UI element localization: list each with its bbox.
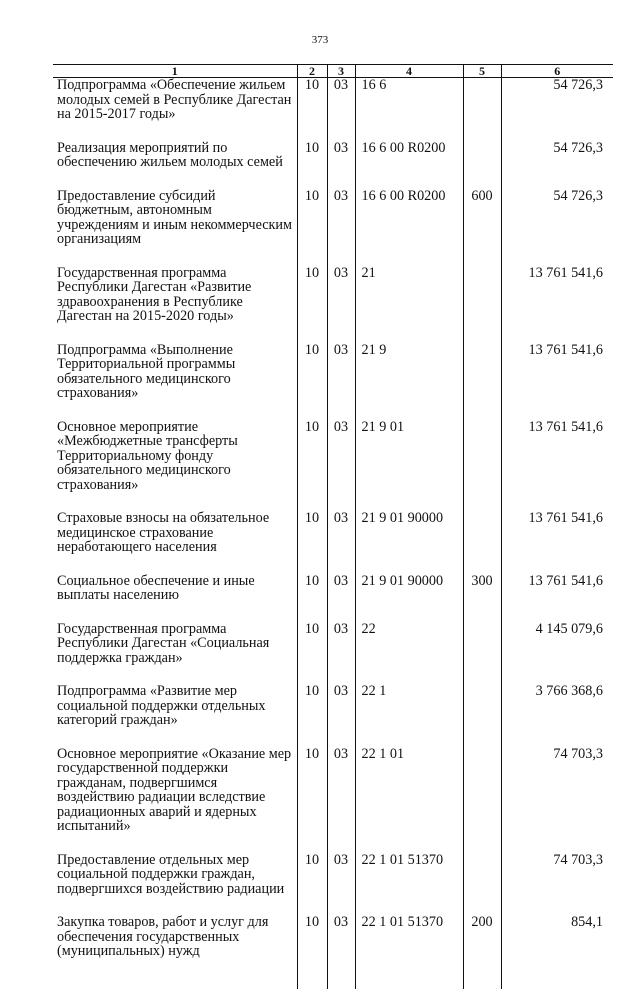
row-expense-type-cell bbox=[463, 266, 501, 343]
row-amount-cell: 13 761 541,6 bbox=[501, 266, 613, 343]
row-expense-type-cell bbox=[463, 420, 501, 512]
row-section-cell: 10 bbox=[297, 574, 327, 622]
row-target-code-cell: 21 9 01 90000 bbox=[355, 574, 463, 622]
row-amount-cell: 54 726,3 bbox=[501, 141, 613, 189]
row-target-code-cell: 22 1 01 51370 bbox=[355, 915, 463, 959]
row-section-cell: 10 bbox=[297, 141, 327, 189]
table-row bbox=[53, 343, 613, 420]
row-expense-type-cell bbox=[463, 141, 501, 189]
row-expense-type-cell: 300 bbox=[463, 574, 501, 622]
row-name-cell: Реализация мероприятий по обеспечению жильем молодых семей bbox=[57, 139, 283, 170]
row-section-cell: 10 bbox=[297, 684, 327, 747]
row-target-code-cell: 22 bbox=[355, 622, 463, 685]
row-amount-cell: 4 145 079,6 bbox=[501, 622, 613, 685]
filler-cell bbox=[53, 959, 297, 989]
row-name-cell: Социальное обеспечение и иные выплаты населению bbox=[57, 572, 255, 603]
row-section-cell: 10 bbox=[297, 853, 327, 916]
row-target-code-cell: 22 1 bbox=[355, 684, 463, 747]
page-number: 373 bbox=[311, 34, 329, 46]
row-subsection-cell: 03 bbox=[327, 78, 355, 141]
row-subsection-cell: 03 bbox=[327, 747, 355, 853]
filler-cell bbox=[297, 959, 327, 989]
header-col-2: 2 bbox=[297, 65, 327, 78]
row-subsection-cell: 03 bbox=[327, 343, 355, 420]
row-section-cell: 10 bbox=[297, 266, 327, 343]
row-subsection-cell: 03 bbox=[327, 420, 355, 512]
row-name-cell: Основное мероприятие «Оказание мер государственной поддержки гражданам, подвергшимся воздействию радиации вследствие радиационных аварий и ядерных испытаний» bbox=[57, 745, 292, 834]
table-row bbox=[53, 266, 613, 343]
row-target-code-cell: 21 9 bbox=[355, 343, 463, 420]
row-section-cell: 10 bbox=[297, 915, 327, 959]
row-section-cell: 10 bbox=[297, 78, 327, 141]
row-subsection-cell: 03 bbox=[327, 622, 355, 685]
table-row bbox=[53, 915, 613, 959]
table-row bbox=[53, 189, 613, 266]
row-target-code-cell: 21 bbox=[355, 266, 463, 343]
row-expense-type-cell bbox=[463, 684, 501, 747]
table-row bbox=[53, 853, 613, 916]
row-section-cell: 10 bbox=[297, 420, 327, 512]
row-section-cell: 10 bbox=[297, 189, 327, 266]
row-subsection-cell: 03 bbox=[327, 684, 355, 747]
row-amount-cell: 13 761 541,6 bbox=[501, 343, 613, 420]
table-filler-row bbox=[53, 959, 613, 989]
filler-cell bbox=[327, 959, 355, 989]
row-section-cell: 10 bbox=[297, 511, 327, 574]
row-amount-cell: 74 703,3 bbox=[501, 747, 613, 853]
header-col-5: 5 bbox=[463, 65, 501, 78]
row-name-cell: Предоставление субсидий бюджетным, автономным учреждениям и иным некоммерческим организациям bbox=[57, 187, 292, 247]
row-subsection-cell: 03 bbox=[327, 266, 355, 343]
header-col-1: 1 bbox=[53, 65, 297, 78]
row-amount-cell: 13 761 541,6 bbox=[501, 511, 613, 574]
table-row bbox=[53, 574, 613, 622]
filler-cell bbox=[501, 959, 613, 989]
row-target-code-cell: 16 6 bbox=[355, 78, 463, 141]
row-name-cell: Закупка товаров, работ и услуг для обеспечения государственных (муниципальных) нужд bbox=[57, 914, 269, 959]
row-name-cell: Подпрограмма «Выполнение Территориальной программы обязательного медицинского страхования» bbox=[57, 341, 236, 401]
table-row bbox=[53, 511, 613, 574]
header-col-3: 3 bbox=[327, 65, 355, 78]
header-row bbox=[53, 65, 613, 78]
row-amount-cell: 13 761 541,6 bbox=[501, 574, 613, 622]
row-section-cell: 10 bbox=[297, 343, 327, 420]
row-target-code-cell: 16 6 00 R0200 bbox=[355, 141, 463, 189]
header-col-4: 4 bbox=[355, 65, 463, 78]
row-target-code-cell: 22 1 01 bbox=[355, 747, 463, 853]
row-subsection-cell: 03 bbox=[327, 574, 355, 622]
table-row bbox=[53, 78, 613, 141]
row-name-cell: Подпрограмма «Развитие мер социальной поддержки отдельных категорий граждан» bbox=[57, 683, 266, 728]
row-expense-type-cell bbox=[463, 511, 501, 574]
row-subsection-cell: 03 bbox=[327, 915, 355, 959]
row-expense-type-cell bbox=[463, 747, 501, 853]
row-name-cell: Государственная программа Республики Дагестан «Развитие здравоохранения в Республике Дагестан на 2015-2020 годы» bbox=[57, 264, 252, 324]
row-subsection-cell: 03 bbox=[327, 141, 355, 189]
row-expense-type-cell bbox=[463, 78, 501, 141]
row-name-cell: Предоставление отдельных мер социальной поддержки граждан, подвергшихся воздействию радиации bbox=[57, 851, 285, 897]
filler-cell bbox=[355, 959, 463, 989]
row-expense-type-cell bbox=[463, 343, 501, 420]
row-target-code-cell: 22 1 01 51370 bbox=[355, 853, 463, 916]
row-section-cell: 10 bbox=[297, 622, 327, 685]
row-amount-cell: 3 766 368,6 bbox=[501, 684, 613, 747]
row-target-code-cell: 21 9 01 90000 bbox=[355, 511, 463, 574]
table-row bbox=[53, 747, 613, 853]
row-target-code-cell: 16 6 00 R0200 bbox=[355, 189, 463, 266]
header-col-6: 6 bbox=[501, 65, 613, 78]
row-expense-type-cell: 600 bbox=[463, 189, 501, 266]
table-row bbox=[53, 141, 613, 189]
row-expense-type-cell: 200 bbox=[463, 915, 501, 959]
row-section-cell: 10 bbox=[297, 747, 327, 853]
table-row bbox=[53, 420, 613, 512]
row-subsection-cell: 03 bbox=[327, 853, 355, 916]
row-amount-cell: 74 703,3 bbox=[501, 853, 613, 916]
row-subsection-cell: 03 bbox=[327, 511, 355, 574]
budget-table bbox=[53, 64, 613, 989]
row-amount-cell: 854,1 bbox=[501, 915, 613, 959]
row-target-code-cell: 21 9 01 bbox=[355, 420, 463, 512]
row-name-cell: Основное мероприятие «Межбюджетные трансферты Территориальному фонду обязательного медицинского страхования» bbox=[57, 418, 238, 493]
table-row bbox=[53, 684, 613, 747]
row-name-cell: Страховые взносы на обязательное медицинское страхование неработающего населения bbox=[57, 510, 270, 555]
filler-cell bbox=[463, 959, 501, 989]
row-expense-type-cell bbox=[463, 853, 501, 916]
row-name-cell: Подпрограмма «Обеспечение жильем молодых семей в Республике Дагестан на 2015-2017 годы» bbox=[57, 77, 292, 122]
row-amount-cell: 13 761 541,6 bbox=[501, 420, 613, 512]
row-amount-cell: 54 726,3 bbox=[501, 189, 613, 266]
row-amount-cell: 54 726,3 bbox=[501, 78, 613, 141]
row-name-cell: Государственная программа Республики Дагестан «Социальная поддержка граждан» bbox=[57, 620, 270, 666]
row-expense-type-cell bbox=[463, 622, 501, 685]
row-subsection-cell: 03 bbox=[327, 189, 355, 266]
table-row bbox=[53, 622, 613, 685]
